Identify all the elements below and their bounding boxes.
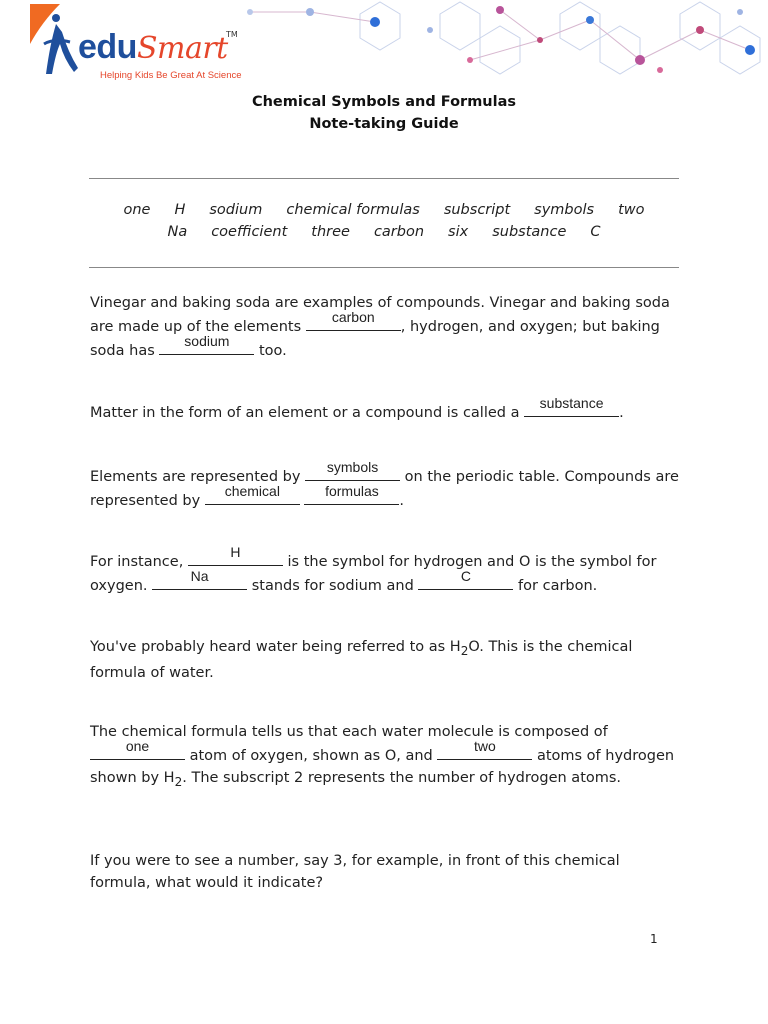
subscript-number: 2 (174, 774, 183, 789)
word-bank-item: symbols (534, 202, 595, 218)
word-bank-item: H (174, 202, 186, 218)
paragraph-text: If you were to see a number, say 3, for example, in front of this chemical formula, what would it indicate? (90, 853, 620, 891)
word-bank-item: substance (492, 224, 567, 240)
logo-trademark: TM (226, 30, 238, 39)
paragraph-text: Vinegar and baking soda are examples of compounds. Vinegar and baking soda are made up of the elements (90, 295, 670, 335)
page-number: 1 (650, 932, 658, 946)
word-bank-item: coefficient (211, 224, 288, 240)
paragraph-text: stands for sodium and (247, 578, 419, 594)
logo-edu-text: edu (78, 28, 137, 66)
molecule-banner-graphic (240, 0, 768, 82)
page-subtitle: Note-taking Guide (309, 116, 459, 132)
paragraph-substance (90, 395, 680, 424)
logo-tagline: Helping Kids Be Great At Science (100, 70, 242, 81)
edusmart-logo (30, 4, 260, 82)
answer-blank[interactable] (188, 544, 283, 566)
paragraph-instance (90, 544, 680, 597)
word-bank-row-1 (89, 202, 679, 218)
word-bank-item: one (123, 202, 151, 218)
filled-answer: Na (190, 568, 209, 584)
paragraph-text: . (619, 405, 624, 421)
answer-blank[interactable] (305, 459, 400, 481)
paragraph-text: You've probably heard water being referred to as H (90, 639, 461, 655)
word-bank-item: carbon (373, 224, 425, 240)
paragraph-text: For instance, (90, 554, 188, 570)
answer-blank[interactable] (159, 333, 254, 355)
answer-blank[interactable] (205, 483, 300, 505)
answer-blank[interactable] (418, 568, 513, 590)
word-bank-item: two (618, 202, 645, 218)
word-bank-row-2 (89, 224, 679, 240)
filled-answer: one (125, 738, 150, 754)
filled-answer: chemical (224, 483, 280, 499)
word-bank-top-rule (89, 178, 679, 179)
word-bank-item: three (311, 224, 350, 240)
paragraph-text: , hydrogen, and oxygen; but baking soda has (90, 319, 660, 359)
answer-blank[interactable] (306, 309, 401, 331)
paragraph-text: . (399, 493, 405, 509)
filled-answer: symbols (326, 459, 379, 475)
paragraph-water-molecule (90, 721, 680, 793)
filled-answer: substance (539, 395, 604, 411)
word-bank-item: Na (167, 224, 188, 240)
filled-answer: C (460, 568, 471, 584)
word-bank-item: subscript (443, 202, 511, 218)
paragraph-text: on the periodic table. Compounds are represented by (90, 469, 679, 509)
logo-wordmark (78, 28, 228, 67)
page-header (0, 0, 768, 82)
filled-answer: H (230, 544, 241, 560)
paragraph-text: Elements are represented by (90, 469, 306, 485)
filled-answer: two (473, 738, 496, 754)
answer-blank[interactable] (90, 738, 185, 760)
paragraph-text: Matter in the form of an element or a compound is called a (90, 405, 525, 421)
filled-answer: sodium (184, 333, 230, 349)
answer-blank[interactable] (437, 738, 532, 760)
word-bank-item: six (448, 224, 469, 240)
paragraph-symbols (90, 459, 680, 512)
word-bank-item: C (590, 224, 601, 240)
answer-blank[interactable] (152, 568, 247, 590)
word-bank-bottom-rule (89, 267, 679, 268)
paragraph-text: The chemical formula tells us that each water molecule is composed of (90, 724, 608, 740)
answer-blank[interactable] (304, 483, 399, 505)
filled-answer: carbon (331, 309, 375, 325)
page-title: Chemical Symbols and Formulas (251, 94, 517, 110)
paragraph-text: is the symbol for hydrogen and O is the symbol for oxygen. (90, 554, 657, 594)
subscript-number: 2 (460, 643, 469, 658)
paragraph-text: . The subscript 2 represents the number of hydrogen atoms. (182, 770, 622, 786)
word-bank-item: sodium (209, 202, 263, 218)
filled-answer: formulas (325, 483, 379, 499)
paragraph-text: atom of oxygen, shown as O, and (185, 748, 438, 764)
paragraph-text: atoms of hydrogen shown by H (90, 748, 675, 786)
word-bank-item: chemical formulas (286, 202, 420, 218)
paragraph-compounds (90, 292, 680, 362)
paragraph-text: too. (254, 343, 287, 359)
paragraph-text: O. This is the chemical formula of water. (90, 639, 633, 681)
logo-smart-text: Smart (136, 31, 228, 66)
paragraph-text: for carbon. (513, 578, 598, 594)
answer-blank[interactable] (524, 395, 619, 417)
paragraph-question (90, 850, 680, 894)
paragraph-water (90, 636, 680, 684)
